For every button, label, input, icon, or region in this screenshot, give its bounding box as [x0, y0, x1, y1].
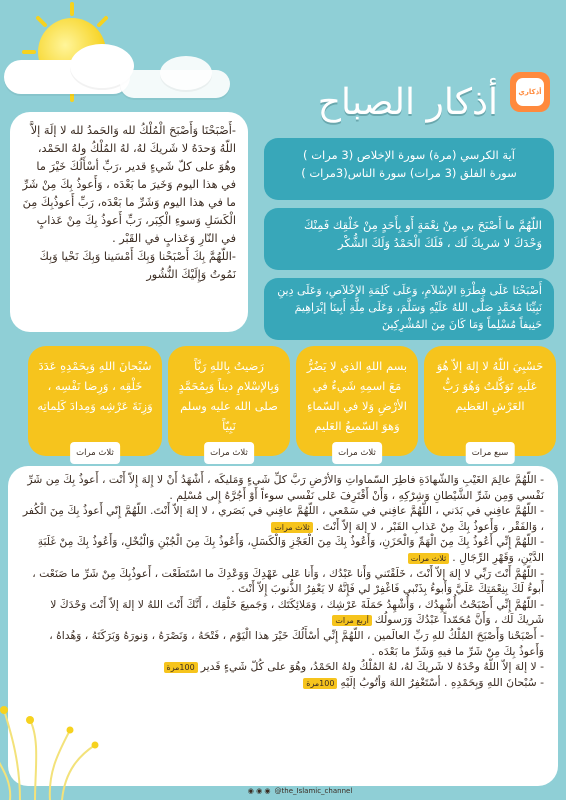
surahs-line: سورة الفلق (3 مرات) سورة الناس(3مرات ) — [301, 166, 517, 180]
app-logo — [510, 72, 550, 112]
fitrah-box — [264, 278, 554, 340]
cloud-icon — [160, 56, 212, 90]
list-item — [22, 472, 544, 503]
card-count-badge: ثلاث مرات — [332, 442, 382, 464]
repeat-count-tag: ثلاث مرات — [408, 553, 450, 564]
list-item-text: - اللّهُمَّ أَنْتَ رَبِّي لا إلهَ إلاّ أَنْتَ ، خَلَقْتَني وَأَنا عَبْدُك ، وَأَنا عَلى عَهْدِكَ وَوَعْدِكَ ما اسْتَطَعْت ، أَعوذُبِكَ مِنْ شَرِّ ما صَنَعْت ، أَبوءُ لَكَ بِنِعْمَتِكَ عَلَيَّ وَأَبوءُ بِذَنْبي فَاغْفِرْ لي فَإِنَّهُ لا يَغْفِرُ الذُّنوبَ إِلاّ أَنْتَ . — [32, 566, 544, 596]
card-text: سُبْحانَ اللهِ وَبِحَمْدِهِ عَدَدَ خَلْقِه ، وَرِضا نَفْسِه ، وَزِنَةَ عَرْشِه وَمِدادَ كَلِماتِه — [37, 359, 153, 413]
grass-decoration-icon — [0, 650, 130, 800]
repeat-count-tag: 100مرة — [303, 678, 337, 689]
list-item — [22, 503, 544, 534]
card-text: بسم اللهِ الذي لا يَضُرُّ مَعَ اسمِهِ شَيءٌ في الأرْضِ وَلا في السّماءِ وَهوَ السّميعُ العَليم — [306, 359, 408, 433]
list-item — [22, 534, 544, 565]
gratitude-box — [264, 208, 554, 270]
card-count-badge: ثلاث مرات — [204, 442, 254, 464]
surahs-line: آية الكرسي (مرة) سورة الإخلاص (3 مرات ) — [303, 148, 515, 162]
dhikr-card — [168, 346, 290, 456]
gratitude-text: اللّهُمَّ ما أَصْبَحَ بي مِنْ نِعْمَةٍ أَو بِأَحَدٍ مِنْ خَلْقِك فَمِنْكَ وَحْدَكَ لا شريكَ لَك ، فَلَكَ الْحَمْدُ وَلَكَ الشُّكْر — [303, 218, 542, 250]
list-item — [22, 597, 544, 628]
dhikr-card — [424, 346, 556, 456]
social-icons: ◉ ◉ ◉ — [247, 787, 271, 795]
morning-dhikr-panel — [10, 112, 248, 332]
list-item-text: - اللّهُمَّ إِنِّي أَصْبَحْتُ أُشْهِدُك ، وَأُشْهِدُ حَمَلَةَ عَرْشِك ، وَمَلائِكَتَك ، وَجَميعَ خَلْقِك ، أَنَّكَ أَنْتَ اللهُ لا إلهَ إلاّ أَنْتَ وَحْدَكَ لا شَريكَ لَك ، وَأَنَّ مُحَمّداً عَبْدُكَ وَرَسولُك — [50, 597, 544, 627]
social-handle — [240, 784, 360, 798]
card-text: رَضيتُ بِاللهِ رَبَّاً وَبِالإسْلامِ ديناً وَبِمُحَمَّدٍ صلى الله عليه وسلم نَبِيّاً — [178, 359, 280, 433]
repeat-count-tag: 100مرة — [164, 662, 198, 673]
handle-text: @the_Islamic_channel — [274, 787, 353, 795]
list-item-text: - اللّهُمَّ إِنِّي أَعُوذُ بِكَ مِنَ الْهَمِّ وَالْحَزَنِ، وَأَعُوذُ بِكَ مِنَ الْعَجْزِ وَالْكَسَلِ، وَأَعُوذُ بِكَ مِنَ الْجُبْنِ وَالْبُخْلِ، وَأَعُوذُ بِكَ مِنْ غَلَبَةِ الدَّيْنِ، وَقَهْرِ الرِّجَالِ . — [37, 535, 544, 564]
dhikr-card — [28, 346, 162, 456]
repeat-count-tag: أربع مرات — [332, 615, 372, 626]
list-item-text: - سُبْحانَ اللهِ وَبِحَمْدِهِ . أسْتَغْفِرُ اللهَ وَأتُوبُ إلَيْهِ — [340, 675, 544, 689]
list-item-text: - لا إلهَ إلاّ اللّهُ وحْدَهُ لا شَريكَ لهُ، لهُ المُلْكُ ولهُ الحَمْدُ، وهُوَ على كُلّ شَيءٍ قَدير — [200, 660, 544, 674]
fitrah-text: أَصْبَحْنَا عَلَى فِطْرَةِ الإسْلاَمِ، وَعَلَى كَلِمَةِ الإِخْلاَصِ، وَعَلَى دِينِ نَبِيِّنَا مُحَمَّدٍ صَلَّى اللهُ عَلَيْهِ وَسَلَّمَ، وَعَلَى مِلَّةِ أَبِينَا إبْرَاهِيمَ حَنِيفاً مُسْلِماً وَمَا كَانَ مِنَ المُشْرِكِينَ — [277, 284, 542, 331]
repeat-count-tag: ثلاث مرات — [271, 522, 313, 533]
dhikr-paragraph: -اللّهُمَّ بِكَ أَصْبَحْنا وَبِكَ أَمْسَينا وَبِكَ نَحْيا وَبِكَ نَمُوتُ وَإِلَيْكَ النُّشُور — [39, 250, 236, 281]
list-item — [22, 566, 544, 597]
card-text: حَسْبِيَ اللّهُ لا إلهَ إلاّ هُوَ عَلَيهِ تَوَكَّلتُ وَهُوَ رَبُّ العَرْشِ العَظيم — [436, 359, 544, 413]
dhikr-paragraph: -أَصْبَحْنَا وَأَصْبَحَ الْمُلْكُ لله وَالحَمدُ لله لا إلَهَ إلاَّ اللّهُ وَحدَهُ لا شَريكَ لهُ، لهُ المُلْكُ ولهُ الحَمْد، وهُوَ على كلّ شَيءٍ قدير ،رَبِّ أسْأَلُكَ خَيْرَ ما في هذا اليوم وَخَيرَ ما بَعْدَه ، وَأَعوذُ بِكَ مِنْ شَرِّ ما في هذا اليوم وَشَرِّ ما بَعْدَه، رَبِّ أَعوذُبِكَ مِنَ الْكَسَلِ وَسوءِ الْكِبَر، رَبِّ أَعوذُ بِكَ مِنْ عَذابٍ في النّارِ وَعَذابٍ في القَبْر . — [22, 124, 236, 245]
page-title: أذكار الصباح — [317, 82, 498, 123]
list-item-text: - اللّهُمَّ عافِني في بَدَني ، اللّهُمَّ عافِني في سَمْعي ، اللّهُمَّ عافِني في بَصَري ، لا إلهَ إلاّ أَنْتَ. اللّهُمَّ إِنّي أَعوذُ بِكَ مِنَ الْكُفر ، وَالفَقْر ، وَأَعوذُ بِكَ مِنْ عَذابِ القَبْر ، لا إلهَ إلاّ أَنْتَ . — [22, 504, 544, 533]
list-item-text: - اللّهُمَّ عالِمَ الغَيْبِ وَالشّهادَةِ فاطِرَ السّماواتِ وَالأرْضِ رَبَّ كلِّ شَيءٍ وَمَليكَه ، أَشْهَدُ أَنْ لا إِلهَ إِلاّ أَنْت ، أَعوذُ بِكَ مِن شَرِّ نَفْسي وَمِن شَرِّ الشَّيْطانِ وَشِرْكِهِ ، وَأَنْ أَقْتَرِفَ عَلى نَفْسي سوءاً أَوْ أَجُرَّهُ إِلى مُسْلِم . — [27, 473, 544, 502]
card-count-badge: سبع مرات — [466, 442, 515, 464]
logo-text: أذكاري — [518, 88, 542, 96]
dhikr-card — [296, 346, 418, 456]
surahs-box — [264, 138, 554, 200]
list-item-text: - أَصْبَحْنا وَأَصْبَحَ المُلْكُ للهِ رَبِّ العالَمين ، اللّهُمَّ إِنِّي أسْأَلُكَ خَيْرَ هذا الْيَوْم ، فَتْحَهُ ، وَنَصْرَهُ ، وَنورَهُ وَبَرَكَتَهُ ، وَهُداهُ ، وَأَعوذُ بِكَ مِنْ شَرِّ ما فيهِ وَشَرِّ ما بَعْدَه . — [49, 628, 544, 658]
card-count-badge: ثلاث مرات — [70, 442, 120, 464]
